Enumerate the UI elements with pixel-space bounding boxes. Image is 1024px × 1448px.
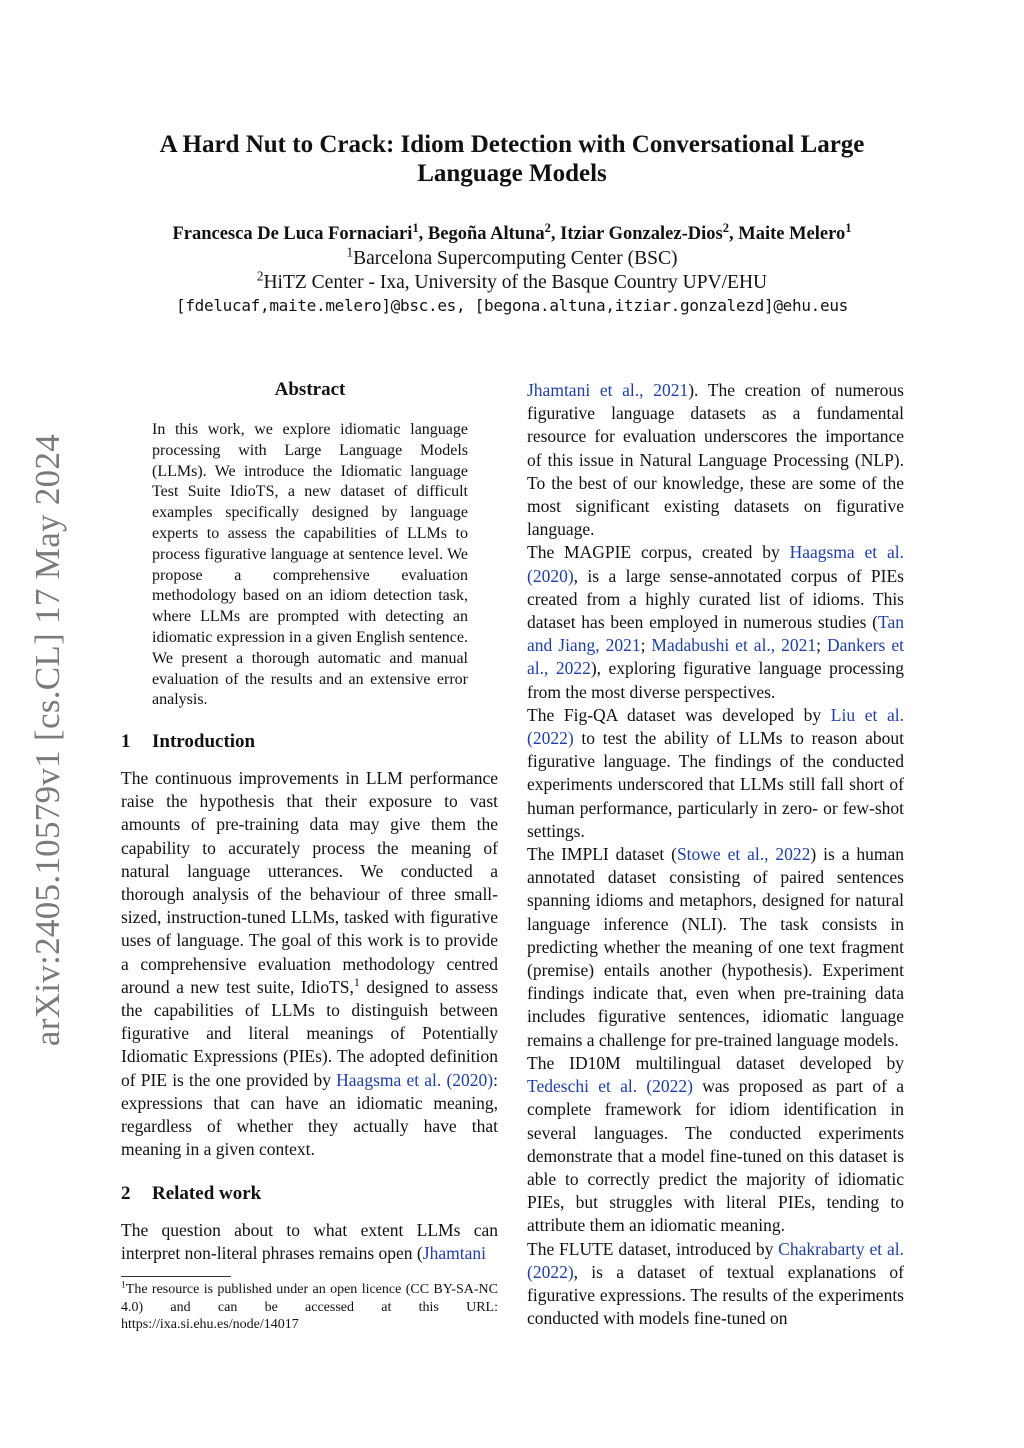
paper-title: A Hard Nut to Crack: Idiom Detection with Conversational Large Language Models: [159, 131, 865, 187]
author-name: Itziar Gonzalez-Dios: [560, 224, 723, 244]
affiliation-text: HiTZ Center - Ixa, University of the Basque Country UPV/EHU: [263, 272, 768, 293]
id10m-paragraph: [527, 1052, 904, 1238]
author-affiliation-mark: 1: [845, 220, 852, 235]
section-heading-introduction: [121, 731, 255, 753]
related-text: The FLUTE dataset, introduced by: [527, 1238, 779, 1259]
related-work-paragraph: [121, 1219, 498, 1265]
affiliation-text: Barcelona Supercomputing Center (BSC): [353, 248, 678, 269]
footnote-divider: [121, 1276, 231, 1277]
citation-link[interactable]: Jhamtani: [422, 1243, 486, 1264]
figqa-paragraph: [527, 704, 904, 843]
footnote-mark: 1: [121, 1280, 126, 1291]
footnote: [121, 1281, 498, 1334]
separator: ;: [640, 635, 652, 656]
abstract-body: In this work, we explore idiomatic language processing with Large Language Models (LLMs). We introduce the Idiomatic language Test Suite IdioTS, a new dataset of difficult examples specifically designed by language experts to assess the capabilities of LLMs to process figurative language at sentence level. We propose a comprehensive evaluation methodology based on an idiom detection task, where LLMs are prompted with detecting an idiomatic expression in a given English sentence. We present a thorough automatic and manual evaluation of the results and an extensive error analysis.: [152, 421, 468, 709]
author-list: Francesca De Luca Fornaciari$^1$, Begoña Altuna$^2$, Itziar Gonzalez-Dios$^2$, Maite Melero$^1$: [172, 220, 852, 244]
arxiv-identifier[interactable]: arXiv:2405.10579v1 [cs.CL] 17 May 2024: [28, 433, 67, 1047]
citation-link[interactable]: Stowe et al., 2022: [676, 844, 811, 865]
author-affiliation-mark: 2: [544, 220, 551, 235]
author-affiliation-mark: 1: [412, 220, 419, 235]
author-affiliation-mark: 2: [722, 220, 729, 235]
related-text: The ID10M multilingual dataset developed by: [527, 1052, 904, 1073]
affiliation-line: [100, 268, 924, 294]
related-text: The question about to what extent LLMs can interpret non-literal phrases remains open (: [121, 1220, 498, 1264]
email-ehu[interactable]: [begona.altuna,itziar.gonzalezd]@ehu.eus: [474, 296, 848, 315]
intro-text: : expressions that can have an idiomatic meaning, regardless of whether they actually have that meaning in a given context.: [121, 1069, 498, 1160]
flute-paragraph: [527, 1238, 904, 1331]
related-text: ). The creation of numerous figurative language datasets as a fundamental resource for evaluation underscores the importance of this issue in Natural Language Processing (NLP). To the best of our knowledge, these are some of the most significant existing datasets on figurative language.: [527, 380, 904, 540]
affiliation-line: [100, 244, 924, 270]
related-text: was proposed as part of a complete framework for idiom identification in several languages. The conducted experiments demonstrate that a model fine-tuned on this dataset is able to correctly predict the majority of idiomatic PIEs, but struggles with literal PIEs, tending to attribute them an idiomatic meaning.: [527, 1076, 904, 1236]
citation-link[interactable]: Dankers et al., 2022: [527, 635, 904, 679]
impli-paragraph: [527, 843, 904, 1052]
section-number: 1: [121, 731, 131, 752]
related-text: ), exploring figurative language processing from the most diverse perspectives.: [527, 658, 904, 702]
abstract-heading: Abstract: [274, 379, 346, 400]
footnote-text: The resource is published under an open licence (CC BY-SA-NC 4.0) and can be accessed at this URL: https://ixa.si.ehu.es/node/14017: [121, 1282, 498, 1332]
related-text: to test the ability of LLMs to reason about figurative language. The findings of the conducted experiments underscored that LLMs still fall short of human performance, particularly in zero- or few-shot settings.: [527, 728, 904, 841]
right-column: [527, 379, 904, 1330]
footnote-ref[interactable]: 1: [353, 975, 360, 989]
related-text: , is a large sense-annotated corpus of PIEs created from a highly curated list of idioms. This dataset has been employed in numerous studies (: [527, 565, 904, 633]
citation-link[interactable]: Tedeschi et al. (2022): [527, 1076, 693, 1097]
section-number: 2: [121, 1183, 131, 1204]
related-text: , is a dataset of textual explanations of figurative expressions. The results of the experiments conducted with models fine-tuned on: [527, 1261, 904, 1329]
author-name: Francesca De Luca Fornaciari: [172, 224, 413, 244]
author-name: Begoña Altuna: [427, 224, 545, 244]
section-title: Introduction: [152, 731, 256, 752]
citation-link[interactable]: Tan and Jiang, 2021: [527, 612, 904, 656]
affiliation-mark: 2: [256, 268, 264, 284]
related-text: ) is a human annotated dataset consisting of paired sentences spanning idioms and metaphors, designed for natural language inference (NLI). The task consists in predicting whether the meaning of one text fragment (premise) entails another (hypothesis). Experiment findings indicate that, even when pre-training data includes figurative sentences, idiomatic language remains a challenge for pre-trained language models.: [527, 844, 904, 1050]
citation-link[interactable]: Jhamtani et al., 2021: [527, 380, 689, 400]
author-name: Maite Melero: [738, 224, 846, 244]
arxiv-sidebar-stamp: [20, 420, 76, 1060]
citation-link[interactable]: Madabushi et al., 2021: [651, 635, 817, 656]
related-text: The IMPLI dataset (: [527, 844, 677, 865]
intro-text: The continuous improvements in LLM performance raise the hypothesis that their exposure to vast amounts of pre-training data may give them the capability to accurately process the meaning of natural language utterances. We conducted a thorough analysis of the behaviour of three small-sized, instruction-tuned LLMs, tasked with figurative uses of language. The goal of this work is to provide a comprehensive evaluation methodology centred around a new test suite, IdioTS,: [121, 768, 498, 997]
related-text: The MAGPIE corpus, created by: [527, 542, 790, 563]
section-heading-related-work: [121, 1183, 261, 1205]
section-title: Related work: [152, 1183, 262, 1204]
citation-link[interactable]: Chakrabarty et al. (2022): [527, 1238, 904, 1282]
intro-text: designed to assess the capabilities of LLMs to distinguish between figurative and literal meanings of Potentially Idiomatic Expressions (PIEs). The adopted definition of PIE is the one provided by: [121, 976, 498, 1090]
magpie-paragraph: [527, 541, 904, 703]
separator: ;: [816, 635, 828, 656]
email-bsc[interactable]: [fdelucaf,maite.melero]@bsc.es: [176, 296, 456, 315]
affiliation-mark: 1: [346, 244, 354, 260]
citation-link[interactable]: Haagsma et al. (2020): [336, 1069, 494, 1090]
related-paragraph: [527, 379, 904, 541]
introduction-paragraph: [121, 767, 498, 1161]
citation-link[interactable]: Haagsma et al. (2020): [527, 542, 904, 586]
author-emails: [fdelucaf,maite.melero]@bsc.es, [begona.altuna,itziar.gonzalezd]@ehu.eus: [176, 296, 848, 315]
related-text: The Fig-QA dataset was developed by: [527, 704, 831, 725]
citation-link[interactable]: Liu et al. (2022): [527, 704, 905, 749]
